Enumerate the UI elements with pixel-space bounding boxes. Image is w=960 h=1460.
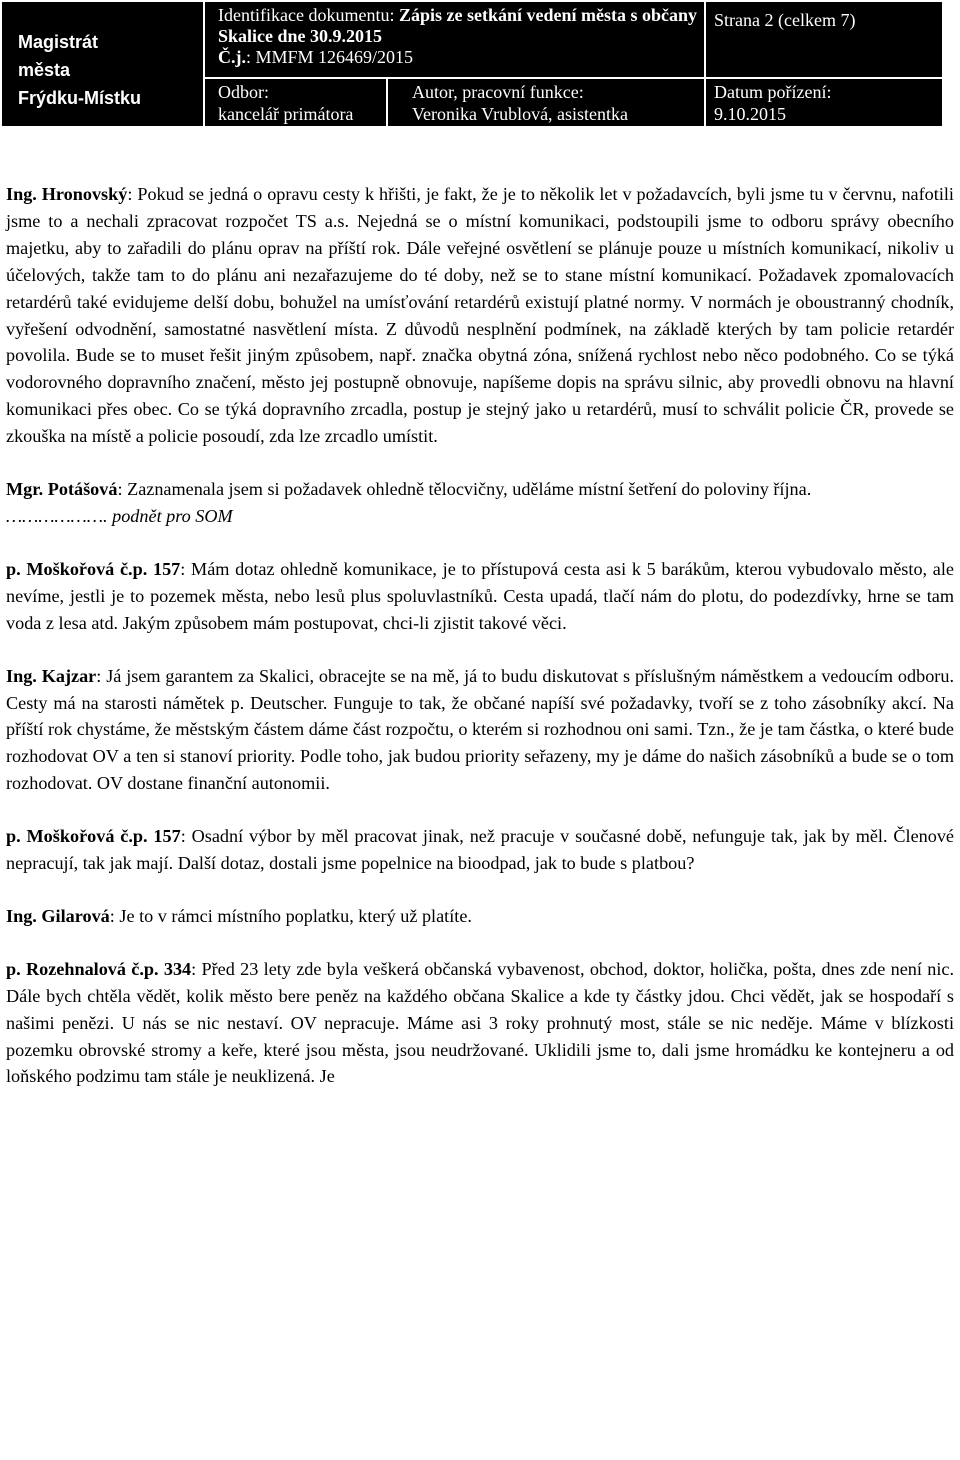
speech-text: Je to v rámci místního poplatku, který už platíte. — [119, 905, 472, 926]
dept-label: Odbor: — [218, 82, 269, 102]
date-label: Datum pořízení: — [714, 82, 832, 102]
entry-rozehnalova: p. Rozehnalová č.p. 334: Před 23 lety zde byla veškerá občanská vybavenost, obchod, doktor, holička, pošta, dnes zde není nic. Dále bych chtěla vědět, kolik město bere peněz na každého občana Skalice a kde ty částky jdou. Chci vědět, jak se hospodaří s našimi penězi. U nás se nic nestaví. OV nepracuje. Máme asi 3 roky prohnutý most, stále se nic neděje. Máme v blízkosti pozemku obrovské stromy a keře, které jsou města, jsou neudržované. Uklidili jsme to, dali jsme hromádku ke kontejneru a od loňského podzimu tam stále je neuklizená. Je — [6, 958, 954, 1087]
speaker-name: p. Moškořová č.p. 157 — [6, 826, 181, 847]
page-number: Strana 2 (celkem 7) — [705, 1, 943, 78]
speaker-name: Ing. Kajzar — [6, 665, 97, 686]
speaker-name: p. Rozehnalová č.p. 334 — [6, 958, 192, 979]
entry-hronovsky: Ing. Hronovský: Pokud se jedná o opravu cesty k hřišti, je fakt, že je to několik let v požadavcích, byli jsme tu v červnu, nafotili jsme to a nechali zpracovat rozpočet TS a.s. Nejedná se o místní komunikaci, podstoupili jsme to odboru správy obecního majetku, aby to zařadili do plánu oprav na příští rok. Dále veřejné osvětlení se plánuje pouze u místních komunikací, nikoliv u účelových, takže tam to do plánu ani nezařazujeme do té doby, než se to stane místní komunikací. Požadavek zpomalovacích retardérů také evidujeme delší dobu, bohužel na umísťování retardérů existují platné normy. V normách je oboustranný chodník, vyřešení odvodnění, samostatné nasvětlení místa. Z důvodů nesplnění podmínek, na základě kterých by tam policie retardér povolila. Bude se to muset řešit jiným způsobem, např. značka obytná zóna, snížená rychlost nebo něco podobného. Co se týká vodorovného dopravního značení, město jej postupně obnovuje, napíšeme dopis na správu silnic, aby provedli obnovu na hlavní komunikaci přes obec. Co se týká dopravního zrcadla, postup je stejný jako u retardérů, musí to schválit policie ČR, provede se zkouška na místě a policie posoudí, zda lze zrcadlo umístit. — [6, 184, 954, 447]
date-value: 9.10.2015 — [714, 104, 786, 124]
entry-moskorova-1: p. Moškořová č.p. 157: Mám dotaz ohledně komunikace, je to přístupová cesta asi k 5 barákům, kterou vybudovalo město, ale nevíme, jestli je to pozemek města, nebo lesů plus spoluvlastníků. Cesta upadá, tlačí nám do plotu, do podezdívky, hrne se tam voda z lesa atd. Jakým způsobem mám postupovat, chci-li zjistit takové věci. — [6, 558, 954, 633]
ref-label: Č.j. — [218, 47, 246, 67]
entry-moskorova-2: p. Moškořová č.p. 157: Osadní výbor by měl pracovat jinak, než pracuje v současné době, nefunguje tak, jak by měl. Členové nepracují, tak jak mají. Další dotaz, dostali jsme popelnice na bioodpad, jak to bude s platbou? — [6, 826, 955, 874]
speech-text: Osadní výbor by měl pracovat jinak, než pracuje v současné době, nefunguje tak, jak by měl. Členové nepracují, tak jak mají. Další dotaz, dostali jsme popelnice na bioodpad, jak to bude s platbou? — [6, 826, 955, 874]
document-header — [1, 1, 943, 127]
entry-potasova: Mgr. Potášová: Zaznamenala jsem si požadavek ohledně tělocvičny, uděláme místní šetření do poloviny října. ………………. podnět pro SOM — [6, 479, 812, 526]
entry-kajzar: Ing. Kajzar: Já jsem garantem za Skalici, obracejte se na mě, já to budu diskutovat s příslušným náměstkem a vedoucím odboru. Cesty má na starosti námětek p. Deutscher. Funguje to tak, že občané napíší své požadavky, tvoří se z toho zásobníky akcí. Na příští rok chystáme, že městským částem dáme část rozpočtu, o kterém si rozhodnou oni sami. Tzn., že je tam částka, o které bude rozhodovat OV a ten si stanoví priority. Podle toho, jak budou priority seřazeny, my je dáme do našich zásobníků a bude se o tom rozhodovat. OV dostane finanční autonomii. — [6, 665, 954, 794]
speech-text: Mám dotaz ohledně komunikace, je to přístupová cesta asi k 5 barákům, kterou vybudovalo město, ale nevíme, jestli je to pozemek města, nebo lesů plus spoluvlastníků. Cesta upadá, tlačí nám do plotu, do podezdívky, hrne se tam voda z lesa atd. Jakým způsobem mám postupovat, chci-li zjistit takové věci. — [6, 558, 954, 633]
speech-text: Pokud se jedná o opravu cesty k hřišti, je fakt, že je to několik let v požadavcích, byli jsme tu v červnu, nafotili jsme to a nechali zpracovat rozpočet TS a.s. Nejedná se o místní komunikaci, podstoupili jsme to odboru správy obecního majetku, aby to zařadili do plánu oprav na příští rok. Dále veřejné osvětlení se plánuje pouze u místních komunikací, nikoliv u účelových, takže tam to do plánu ani nezařazujeme do té doby, než se to stane místní komunikací. Požadavek zpomalovacích retardérů také evidujeme delší dobu, bohužel na umísťování retardérů existují platné normy. V normách je oboustranný chodník, vyřešení odvodnění, samostatné nasvětlení místa. Z důvodů nesplnění podmínek, na základě kterých by tam policie retardér povolila. Bude se to muset řešit jiným způsobem, např. značka obytná zóna, snížená rychlost nebo něco podobného. Co se týká vodorovného dopravního značení, město jej postupně obnovuje, napíšeme dopis na správu silnic, aby provedli obnovu na hlavní komunikaci přes obec. Co se týká dopravního zrcadla, postup je stejný jako u retardérů, musí to schválit policie ČR, provede se zkouška na místě a policie posoudí, zda lze zrcadlo umístit. — [6, 184, 954, 447]
speech-text: Před 23 lety zde byla veškerá občanská vybavenost, obchod, doktor, holička, pošta, dnes zde není nic. Dále bych chtěla vědět, kolik město bere peněz na každého občana Skalice a kde ty částky jdou. Chci vědět, jak se hospodaří s našimi penězi. U nás se nic nestaví. OV nepracuje. Máme asi 3 roky prohnutý most, stále se nic neděje. Máme v blízkosti pozemku obrovské stromy a keře, které jsou města, jsou neudržované. Uklidili jsme to, dali jsme hromádku ke kontejneru a od loňského podzimu tam stále je neuklizená. Je — [6, 958, 954, 1087]
ref-value: : MMFM 126469/2015 — [246, 47, 414, 67]
speaker-name: Mgr. Potášová — [6, 479, 118, 500]
author-label: Autor, pracovní funkce: — [412, 82, 584, 102]
author-value: Veronika Vrublová, asistentka — [412, 104, 629, 124]
entry-gilarova: Ing. Gilarová: Je to v rámci místního poplatku, který už platíte. — [6, 905, 472, 926]
document-identification — [204, 1, 705, 78]
speaker-name: p. Moškořová č.p. 157 — [6, 558, 181, 579]
action-note: ………………. podnět pro SOM — [6, 505, 233, 526]
department-cell — [204, 78, 387, 127]
dept-value: kancelář primátora — [218, 104, 354, 124]
author-cell — [387, 78, 705, 127]
speaker-name: Ing. Gilarová — [6, 905, 110, 926]
speech-text: Zaznamenala jsem si požadavek ohledně tělocvičny, uděláme místní šetření do poloviny října. — [127, 479, 812, 500]
doc-title: Zápis ze setkání vedení města s občany Skalice dne 30.9.2015 — [218, 5, 697, 46]
speech-text: Já jsem garantem za Skalici, obracejte se na mě, já to budu diskutovat s příslušným náměstkem a vedoucím odboru. Cesty má na starosti námětek p. Deutscher. Funguje to tak, že občané napíší své požadavky, tvoří se z toho zásobníky akcí. Na příští rok chystáme, že městským částem dáme část rozpočtu, o kterém si rozhodnou oni sami. Tzn., že je tam částka, o které bude rozhodovat OV a ten si stanoví priority. Podle toho, jak budou priority seřazeny, my je dáme do našich zásobníků a bude se o tom rozhodovat. OV dostane finanční autonomii. — [6, 665, 954, 794]
minutes-body — [6, 181, 954, 1116]
date-cell — [705, 78, 943, 127]
doc-id-label: Identifikace dokumentu: — [218, 5, 399, 25]
speaker-name: Ing. Hronovský — [6, 184, 128, 204]
organization-name: Magistrát města Frýdku-Místku — [1, 1, 204, 127]
